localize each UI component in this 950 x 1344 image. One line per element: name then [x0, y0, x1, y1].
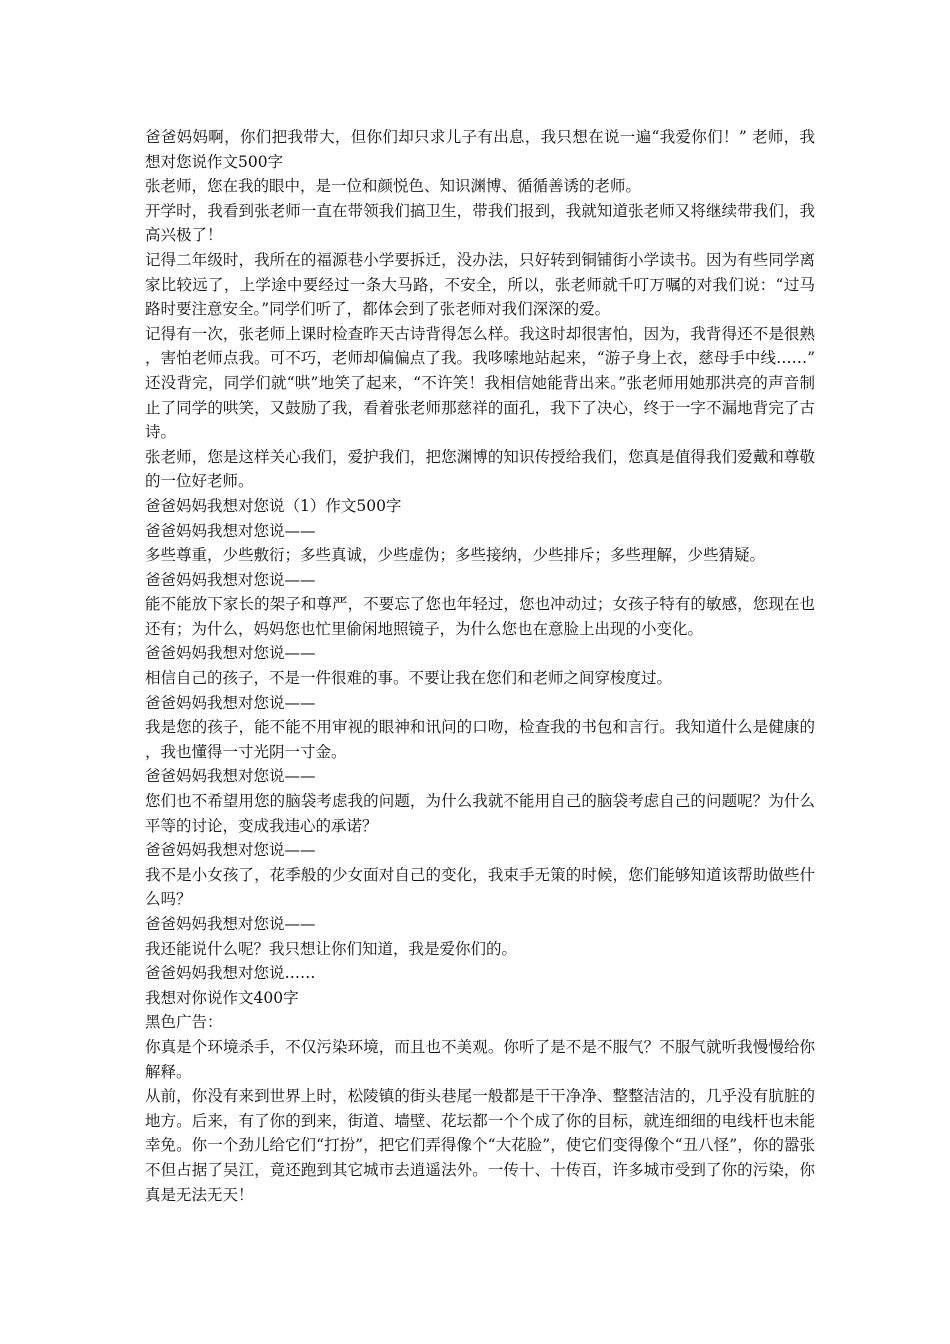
paragraph: 张老师，您是这样关心我们，爱护我们，把您渊博的知识传授给我们，您真是值得我们爱戴和尊敬的一位好老师。 [145, 447, 815, 491]
document-page [145, 125, 815, 1207]
paragraph: 爸爸妈妈我想对您说…… [145, 964, 316, 983]
paragraph: 爸爸妈妈我想对您说—— [145, 693, 316, 712]
paragraph: 开学时，我看到张老师一直在带领我们搞卫生，带我们报到，我就知道张老师又将继续带我们，我高兴极了！ [145, 201, 815, 245]
paragraph: 爸爸妈妈我想对您说—— [145, 570, 316, 589]
paragraph: 爸爸妈妈啊，你们把我带大，但你们却只求儿子有出息，我只想在说一遍“我爱你们！” 老师，我想对您说作文500字 [145, 128, 815, 171]
paragraph: 多些尊重，少些敷衍；多些真诚，少些虚伪；多些接纳，少些排斥；多些理解，少些猜疑。 [145, 546, 766, 565]
paragraph: 记得有一次，张老师上课时检查昨天古诗背得怎么样。我这时却很害怕，因为，我背得还不是很熟，害怕老师点我。可不巧，老师却偏偏点了我。我哆嗦地站起来，“游子身上衣，慈母手中线……”还没背完，同学们就“哄”地笑了起来，“不许笑！我相信她能背出来。”张老师用她那洪亮的声音制止了同学的哄笑，又鼓励了我，看着张老师那慈祥的面孔，我下了决心，终于一字不漏地背完了古诗。 [145, 324, 815, 442]
paragraph: 爸爸妈妈我想对您说—— [145, 841, 316, 860]
paragraph: 爸爸妈妈我想对您说—— [145, 767, 316, 786]
paragraph: 张老师，您在我的眼中，是一位和颜悦色、知识渊博、循循善诱的老师。 [145, 177, 642, 196]
paragraph: 我不是小女孩了，花季般的少女面对自己的变化，我束手无策的时候，您们能够知道该帮助做些什么吗？ [145, 865, 815, 909]
paragraph: 你真是个环境杀手，不仅污染环境，而且也不美观。你听了是不是不服气？不服气就听我慢慢给你解释。 [145, 1037, 815, 1081]
paragraph: 记得二年级时，我所在的福源巷小学要拆迁，没办法，只好转到铜铺街小学读书。因为有些同学离家比较远了，上学途中要经过一条大马路，不安全，所以，张老师就千叮万嘱的对我们说：“过马路时要注意安全。”同学们听了，都体会到了张老师对我们深深的爱。 [145, 250, 815, 319]
paragraph: 爸爸妈妈我想对您说—— [145, 521, 316, 540]
paragraph: 我是您的孩子，能不能不用审视的眼神和讯问的口吻，检查我的书包和言行。我知道什么是健康的，我也懂得一寸光阴一寸金。 [145, 718, 815, 761]
paragraph: 从前，你没有来到世界上时，松陵镇的街头巷尾一般都是干干净净、整整洁洁的，几乎没有肮脏的地方。后来，有了你的到来，街道、墙壁、花坛都一个个成了你的目标，就连细细的电线杆也未能幸免。你一个劲儿给它们“打扮”，把它们弄得像个“大花脸”，使它们变得像个“丑八怪”，你的嚣张不但占据了吴江，竟还跑到其它城市去逍遥法外。一传十、十传百，许多城市受到了你的污染，你真是无法无天！ [145, 1087, 815, 1204]
paragraph: 能不能放下家长的架子和尊严，不要忘了您也年轻过，您也冲动过；女孩子特有的敏感，您现在也还有；为什么，妈妈您也忙里偷闲地照镜子，为什么您也在意脸上出现的小变化。 [145, 595, 815, 638]
paragraph: 爸爸妈妈我想对您说—— [145, 644, 316, 663]
paragraph: 相信自己的孩子，不是一件很难的事。不要让我在您们和老师之间穿梭度过。 [145, 669, 673, 688]
paragraph: 我还能说什么呢？我只想让你们知道，我是爱你们的。 [145, 939, 518, 958]
paragraph: 黑色广告： [145, 1013, 223, 1032]
paragraph: 爸爸妈妈我想对您说—— [145, 915, 316, 933]
paragraph: 爸爸妈妈我想对您说（1）作文500字 [145, 496, 402, 515]
paragraph: 我想对你说作文400字 [145, 988, 299, 1007]
paragraph: 您们也不希望用您的脑袋考虑我的问题，为什么我就不能用自己的脑袋考虑自己的问题呢？为什么平等的讨论，变成我违心的承诺？ [145, 792, 815, 835]
